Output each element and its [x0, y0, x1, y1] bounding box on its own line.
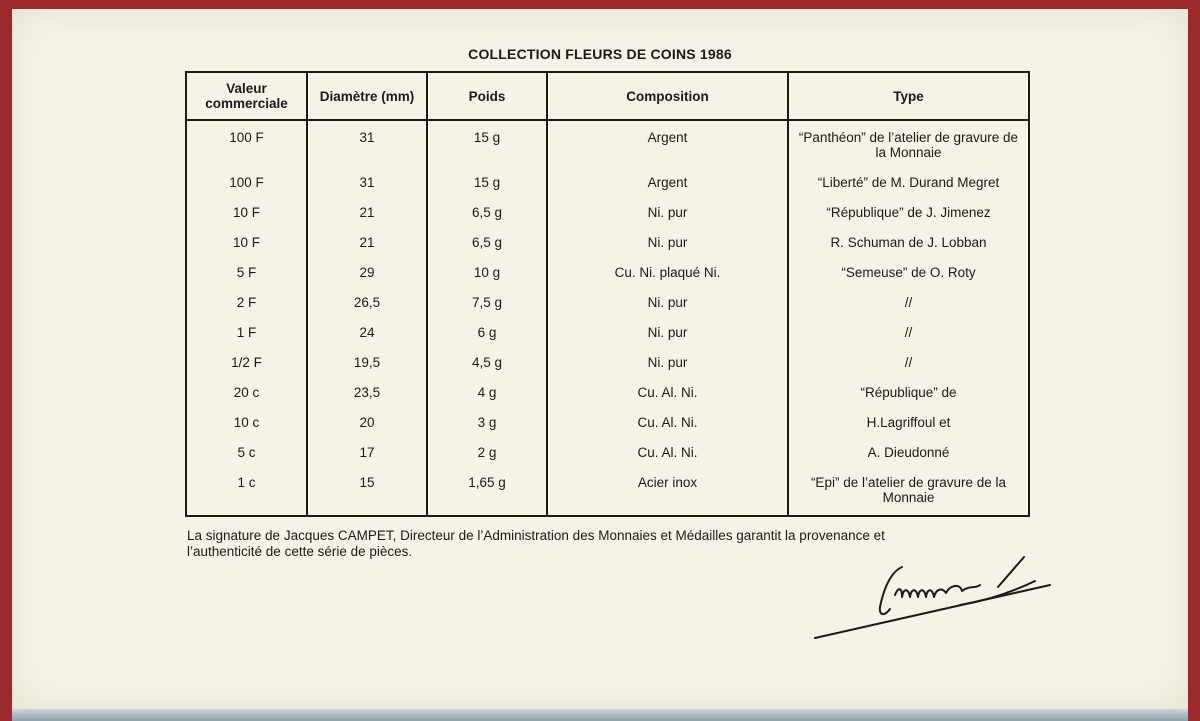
cell-poids: 15 g: [427, 175, 547, 205]
table-row: [186, 295, 1029, 325]
cell-type: “République” de: [788, 385, 1029, 415]
cell-composition: Ni. pur: [547, 325, 788, 355]
page-title: COLLECTION FLEURS DE COINS 1986: [468, 46, 732, 62]
folder-edge: [12, 709, 1188, 721]
cell-type: “République” de J. Jimenez: [788, 205, 1029, 235]
cell-composition: Ni. pur: [547, 295, 788, 325]
cell-type: “Epi” de l’atelier de gravure de la Monnaie: [788, 475, 1029, 516]
cell-poids: 7,5 g: [427, 295, 547, 325]
table-row: [186, 205, 1029, 235]
cell-diametre: 15: [307, 475, 427, 516]
cell-diametre: 31: [307, 120, 427, 175]
cell-diametre: 24: [307, 325, 427, 355]
cell-valeur: 1/2 F: [186, 355, 307, 385]
cell-valeur: 5 c: [186, 445, 307, 475]
cell-valeur: 1 c: [186, 475, 307, 516]
cell-diametre: 19,5: [307, 355, 427, 385]
cell-composition: Cu. Al. Ni.: [547, 415, 788, 445]
cell-diametre: 20: [307, 415, 427, 445]
cell-poids: 15 g: [427, 120, 547, 175]
cell-composition: Cu. Al. Ni.: [547, 445, 788, 475]
table-row: [186, 385, 1029, 415]
cell-composition: Acier inox: [547, 475, 788, 516]
table-header-row: [186, 72, 1029, 120]
cell-poids: 6,5 g: [427, 205, 547, 235]
cell-poids: 10 g: [427, 265, 547, 295]
table-row: [186, 325, 1029, 355]
cell-diametre: 21: [307, 205, 427, 235]
cell-type: //: [788, 325, 1029, 355]
cell-type: //: [788, 355, 1029, 385]
cell-composition: Ni. pur: [547, 235, 788, 265]
cell-valeur: 10 c: [186, 415, 307, 445]
header-poids: Poids: [427, 72, 547, 120]
cell-poids: 4 g: [427, 385, 547, 415]
table-row: [186, 415, 1029, 445]
table-row: [186, 120, 1029, 175]
cell-valeur: 100 F: [186, 175, 307, 205]
cell-valeur: 100 F: [186, 120, 307, 175]
coin-table: [185, 71, 1030, 517]
cell-valeur: 5 F: [186, 265, 307, 295]
cell-valeur: 2 F: [186, 295, 307, 325]
note-line-2: l’authenticité de cette série de pièces.: [187, 544, 413, 559]
table-row: [186, 355, 1029, 385]
cell-poids: 4,5 g: [427, 355, 547, 385]
cell-poids: 3 g: [427, 415, 547, 445]
cell-poids: 6,5 g: [427, 235, 547, 265]
cell-valeur: 10 F: [186, 235, 307, 265]
cell-diametre: 31: [307, 175, 427, 205]
cell-type: //: [788, 295, 1029, 325]
cell-poids: 1,65 g: [427, 475, 547, 516]
note-line-1: La signature de Jacques CAMPET, Directeur de l’Administration des Monnaies et Médailles garantit la provenance et: [187, 528, 885, 543]
cell-type: “Panthéon” de l’atelier de gravure de la Monnaie: [788, 120, 1029, 175]
cell-diametre: 21: [307, 235, 427, 265]
cell-diametre: 23,5: [307, 385, 427, 415]
table-row: [186, 235, 1029, 265]
cell-diametre: 26,5: [307, 295, 427, 325]
header-type: Type: [788, 72, 1029, 120]
header-valeur: Valeur commerciale: [186, 72, 307, 120]
cell-type: A. Dieudonné: [788, 445, 1029, 475]
signature-image: [810, 545, 1060, 660]
cell-valeur: 20 c: [186, 385, 307, 415]
cell-type: R. Schuman de J. Lobban: [788, 235, 1029, 265]
cell-valeur: 1 F: [186, 325, 307, 355]
cell-type: “Semeuse” de O. Roty: [788, 265, 1029, 295]
cell-composition: Cu. Al. Ni.: [547, 385, 788, 415]
cell-composition: Cu. Ni. plaqué Ni.: [547, 265, 788, 295]
cell-composition: Ni. pur: [547, 205, 788, 235]
table-row: [186, 475, 1029, 516]
cell-diametre: 17: [307, 445, 427, 475]
cell-composition: Argent: [547, 120, 788, 175]
table-row: [186, 175, 1029, 205]
cell-type: “Liberté” de M. Durand Megret: [788, 175, 1029, 205]
cell-composition: Argent: [547, 175, 788, 205]
cell-type: H.Lagriffoul et: [788, 415, 1029, 445]
cell-composition: Ni. pur: [547, 355, 788, 385]
header-composition: Composition: [547, 72, 788, 120]
cell-poids: 6 g: [427, 325, 547, 355]
table-row: [186, 445, 1029, 475]
cell-diametre: 29: [307, 265, 427, 295]
header-diametre: Diamètre (mm): [307, 72, 427, 120]
table-row: [186, 265, 1029, 295]
cell-poids: 2 g: [427, 445, 547, 475]
cell-valeur: 10 F: [186, 205, 307, 235]
